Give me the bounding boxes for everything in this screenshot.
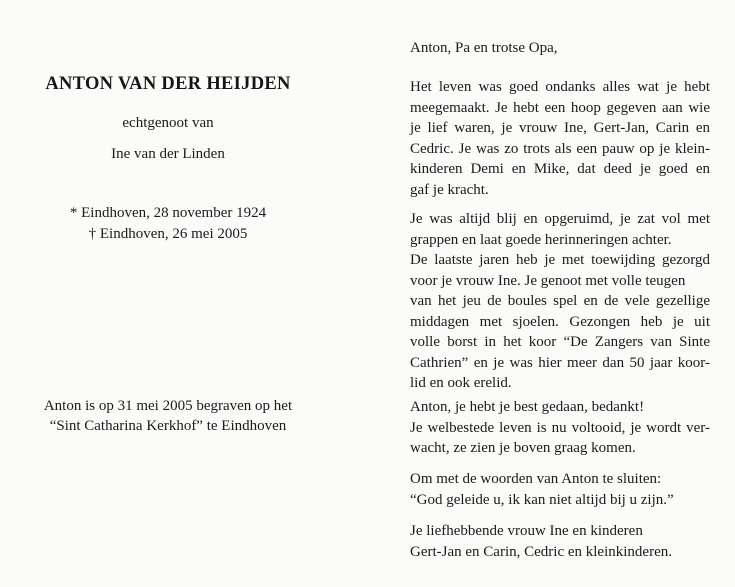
- text-line: wacht, ze zien je boven graag komen.: [410, 440, 636, 456]
- text-line: gaf je kracht.: [410, 181, 489, 198]
- text-line: grappen en laat goede herinneringen achter.: [410, 231, 672, 248]
- text-line: middagen met sjoelen. Gezongen heb je uit: [410, 313, 710, 330]
- text-line: Cedric. Je was zo trots als een pauw op je klein-: [410, 140, 710, 157]
- text-line: Gert-Jan en Carin, Cedric en kleinkinderen.: [410, 543, 672, 560]
- deceased-name: ANTON VAN DER HEIJDEN: [45, 74, 291, 94]
- burial-line-1: Anton is op 31 mei 2005 begraven op het: [43, 398, 293, 414]
- paragraph-1: [410, 77, 710, 200]
- text-line: kinderen Demi en Mike, dat deed je goed en: [410, 161, 710, 177]
- text-line: van het jeu de boules spel en de vele gezellige: [410, 293, 710, 309]
- death-line: † Eindhoven, 26 mei 2005: [88, 226, 248, 242]
- text-line: Cathrien” en je was hier meer dan 50 jaar koor-: [410, 354, 710, 371]
- text-line: Het leven was goed ondanks alles wat je hebt: [410, 79, 710, 95]
- text-line: Je liefhebbende vrouw Ine en kinderen: [410, 523, 643, 539]
- paragraph-5: [410, 521, 710, 562]
- text-line: lid en ook erelid.: [410, 375, 512, 391]
- text-line: Anton, je hebt je best gedaan, bedankt!: [410, 399, 645, 415]
- text-line: Je was altijd blij en opgeruimd, je zat vol met: [410, 211, 710, 227]
- burial-line-2: “Sint Catharina Kerkhof” te Eindhoven: [49, 418, 287, 434]
- paragraph-2: [410, 209, 710, 394]
- text-line: je lief waren, je vrouw Ine, Gert-Jan, Carin en: [410, 120, 710, 136]
- text-line: meegemaakt. Je hebt een hoop gegeven aan wie: [410, 99, 710, 116]
- paragraph-3: [410, 397, 710, 459]
- birth-line: * Eindhoven, 28 november 1924: [69, 205, 267, 221]
- salutation: [410, 38, 710, 59]
- text-line: Om met de woorden van Anton te sluiten:: [410, 471, 662, 487]
- text-line: voor je vrouw Ine. Je genoot met volle teugen: [410, 272, 686, 289]
- text-line: De laatste jaren heb je met toewijding gezorgd: [410, 252, 710, 268]
- salutation-text: Anton, Pa en trotse Opa,: [410, 40, 558, 56]
- paragraph-4: [410, 469, 710, 510]
- text-line: volle borst in het koor “De Zangers van Sinte: [410, 334, 710, 350]
- text-line: “God geleide u, ik kan niet altijd bij u zijn.”: [410, 491, 674, 508]
- text-line: Je welbestede leven is nu voltooid, je wordt ver-: [410, 419, 710, 436]
- spouse-label: echtgenoot van: [122, 115, 214, 131]
- spouse-name: Ine van der Linden: [111, 146, 225, 162]
